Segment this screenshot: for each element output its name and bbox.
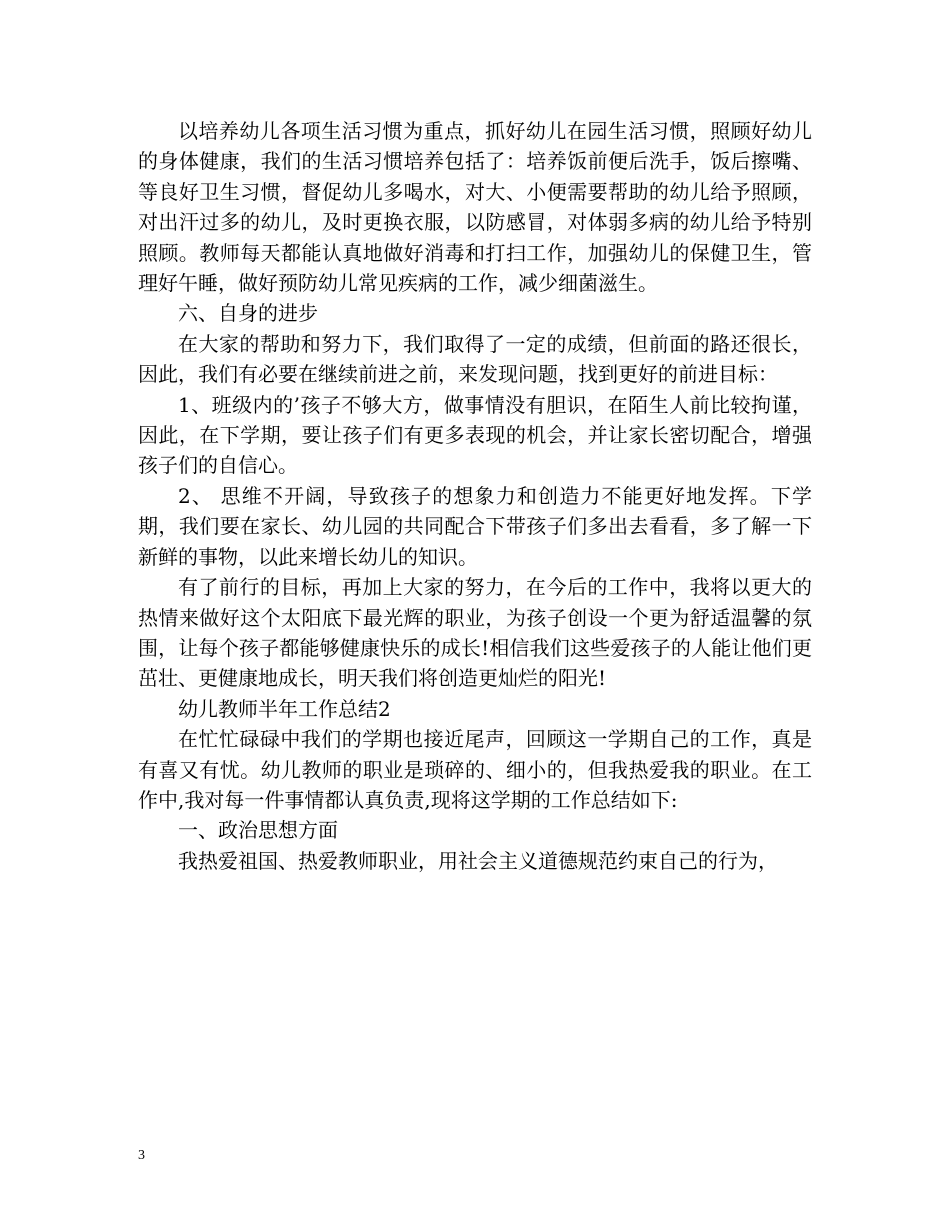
article-title-summary-2: 幼儿教师半年工作总结2: [178, 696, 391, 721]
paragraph-goal-1: 1、班级内的’孩子不够大方，做事情没有胆识，在陌生人前比较拘谨，因此，在下学期，要让孩子们有更多表现的机会，并让家长密切配合，增强孩子们的自信心。: [138, 392, 812, 478]
paragraph-daily-habits: 以培养幼儿各项生活习惯为重点，抓好幼儿在园生活习惯，照顾好幼儿的身体健康，我们的生活习惯培养包括了：培养饭前便后洗手，饭后擦嘴、等良好卫生习惯，督促幼儿多喝水，对大、小便需要帮助的幼儿给予照顾，对出汗过多的幼儿，及时更换衣服，以防感冒，对体弱多病的幼儿给予特别照顾。教师每天都能认真地做好消毒和打扫工作，加强幼儿的保健卫生，管理好午睡，做好预防幼儿常见疾病的工作，减少细菌滋生。: [138, 119, 812, 296]
paragraph-summary-intro: 在忙忙碌碌中我们的学期也接近尾声，回顾这一学期自己的工作，真是有喜又有忧。幼儿教师的职业是琐碎的、细小的，但我热爱我的职业。在工作中,我对每一件事情都认真负责,现将这学期的工作总结如下:: [138, 727, 812, 812]
paragraph-conclusion: 有了前行的目标，再加上大家的努力，在今后的工作中，我将以更大的热情来做好这个太阳底下最光辉的职业，为孩子创设一个更为舒适温馨的氛围，让每个孩子都能够健康快乐的成长!相信我们这些爱孩子的人能让他们更茁壮、更健康地成长，明天我们将创造更灿烂的阳光!: [138, 575, 812, 691]
paragraph-progress-intro: 在大家的帮助和努力下，我们取得了一定的成绩，但前面的路还很长，因此，我们有必要在继续前进之前，来发现问题，找到更好的前进目标：: [138, 331, 812, 387]
document-body: [138, 116, 812, 876]
paragraph-goal-2: 2、 思维不开阔，导致孩子的想象力和创造力不能更好地发挥。下学期，我们要在家长、幼儿园的共同配合下带孩子们多出去看看，多了解一下新鲜的事物，以此来增长幼儿的知识。: [138, 483, 812, 569]
page-number: 3: [138, 1148, 145, 1163]
section-heading-self-progress: 六、自身的进步: [178, 301, 318, 326]
section-heading-political-thought: 一、政治思想方面: [178, 818, 338, 843]
paragraph-political-thought: 我热爱祖国、热爱教师职业，用社会主义道德规范约束自己的行为，: [178, 848, 778, 873]
